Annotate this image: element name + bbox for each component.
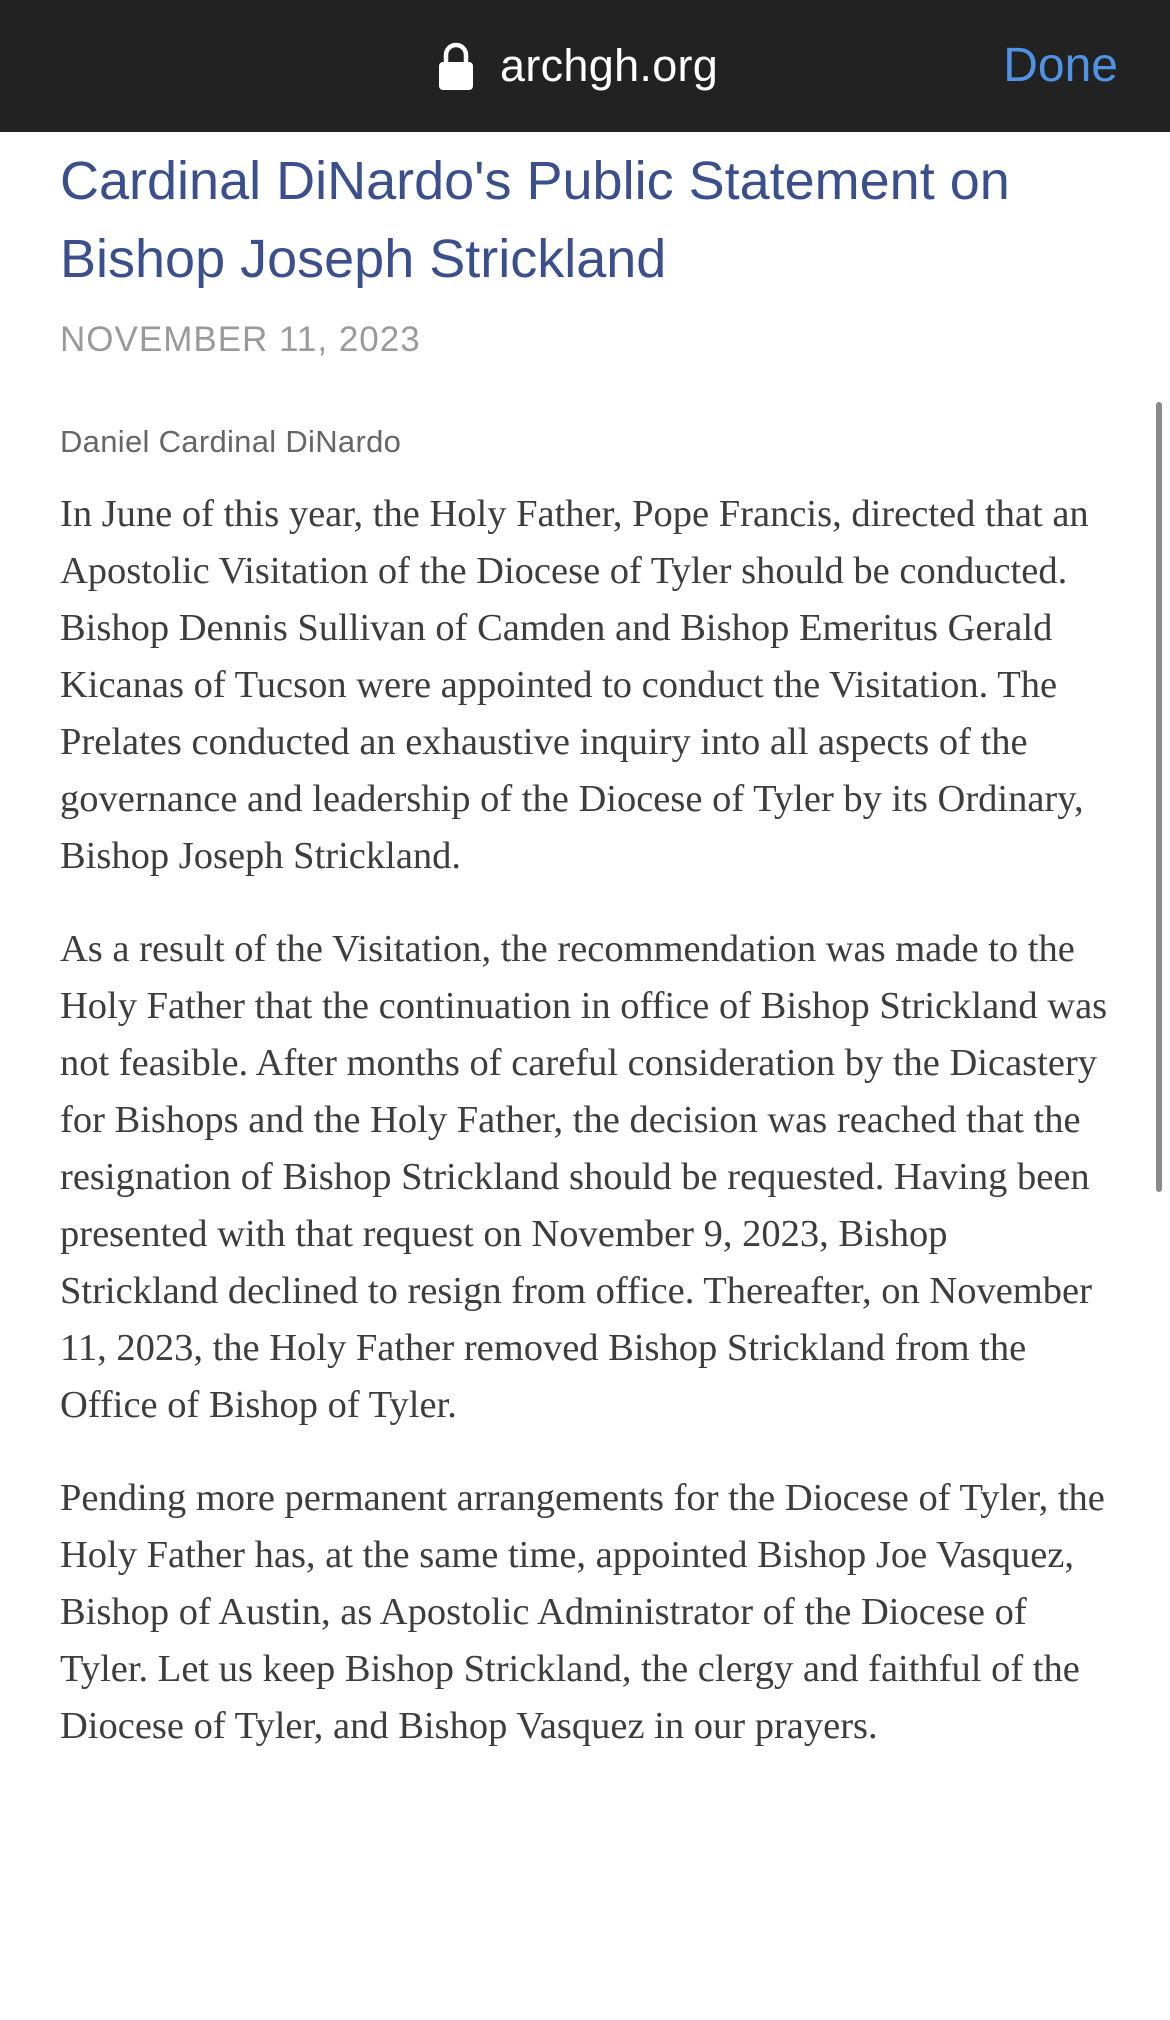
- scrollbar[interactable]: [1156, 402, 1162, 1192]
- article-paragraph: Pending more permanent arrangements for the Diocese of Tyler, the Holy Father has, at the same time, appointed Bishop Joe Vasquez, Bishop of Austin, as Apostolic Administrator of the Diocese of Tyler. Let us keep Bishop Strickland, the clergy and faithful of the Diocese of Tyler, and Bishop Vasquez in our prayers.: [60, 1477, 1105, 1747]
- url-text: archgh.org: [500, 40, 719, 91]
- browser-toolbar: [0, 0, 1170, 132]
- article-author: Daniel Cardinal DiNardo: [60, 424, 402, 459]
- lock-icon: [438, 41, 474, 91]
- address-display[interactable]: [438, 36, 718, 96]
- article-date: NOVEMBER 11, 2023: [60, 320, 421, 359]
- article-title: Cardinal DiNardo's Public Statement on Bishop Joseph Strickland: [60, 151, 1010, 289]
- article-paragraph: In June of this year, the Holy Father, Pope Francis, directed that an Apostolic Visitation of the Diocese of Tyler should be conducted. Bishop Dennis Sullivan of Camden and Bishop Emeritus Gerald Kicanas of Tucson were appointed to conduct the Visitation. The Prelates conducted an exhaustive inquiry into all aspects of the governance and leadership of the Diocese of Tyler by its Ordinary, Bishop Joseph Strickland.: [60, 493, 1089, 877]
- article: [60, 132, 1110, 1755]
- article-paragraph: As a result of the Visitation, the recommendation was made to the Holy Father that the continuation in office of Bishop Strickland was not feasible. After months of careful consideration by the Dicastery for Bishops and the Holy Father, the decision was reached that the resignation of Bishop Strickland should be requested. Having been presented with that request on November 9, 2023, Bishop Strickland declined to resign from office. Thereafter, on November 11, 2023, the Holy Father removed Bishop Strickland from the Office of Bishop of Tyler.: [60, 928, 1108, 1426]
- done-button[interactable]: Done: [1003, 36, 1118, 96]
